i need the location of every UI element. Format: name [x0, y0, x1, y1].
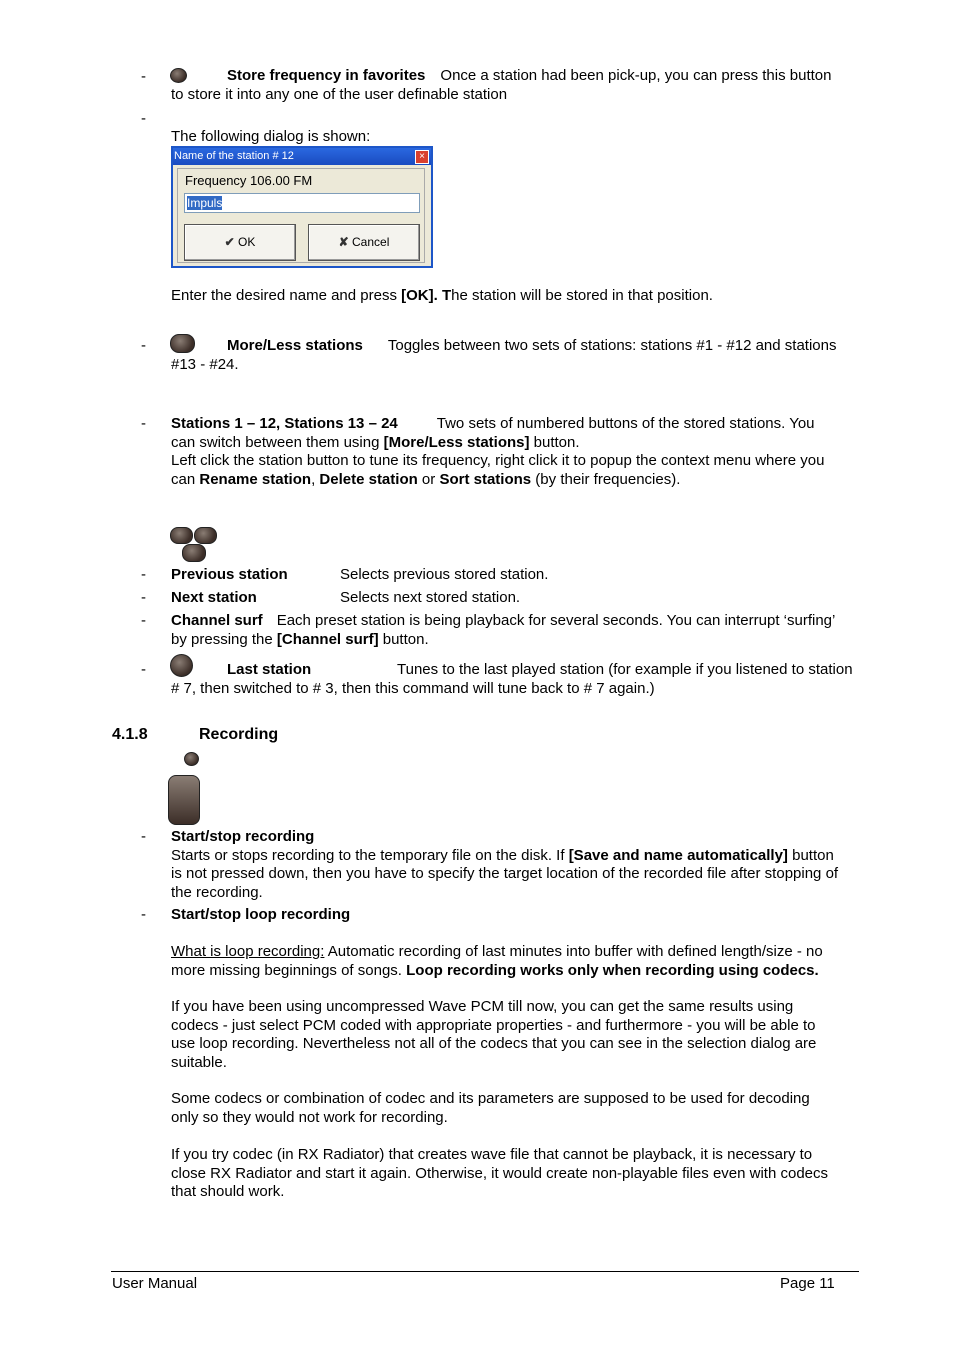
store-text-2: to store it into any one of the user definable station: [171, 85, 508, 103]
paragraph-codecs: Some codecs or combination of codec and its parameters are supposed to be used for decoding only so they would not work for recording.: [171, 1090, 810, 1126]
footer-left: User Manual: [112, 1275, 198, 1292]
more-less-item: More/Less stations Toggles between two sets of stations: stations #1 - #12 and stations #13 - #24.: [171, 337, 837, 373]
frequency-label: Frequency 106.00 FM: [185, 173, 313, 188]
record-buttons-icon: [168, 775, 200, 825]
channel-surf-icon: [182, 544, 206, 562]
next-station-icon: [194, 527, 217, 544]
cross-icon: ✘: [338, 235, 349, 249]
list-dash: -: [141, 110, 146, 127]
footer-divider: [111, 1271, 859, 1272]
section-number: 4.1.8: [112, 726, 148, 743]
list-dash: -: [141, 906, 146, 923]
list-dash: -: [141, 566, 146, 583]
page-number: Page 11: [780, 1275, 835, 1292]
paragraph-restart: If you try codec (in RX Radiator) that creates wave file that cannot be playback, it is necessary to close RX Radiator and start it again. Otherwise, it would create non-playable files even with codecs that should work.: [171, 1146, 829, 1200]
previous-station-icon: [170, 527, 193, 544]
close-icon[interactable]: ×: [415, 150, 429, 164]
list-dash: -: [141, 828, 146, 845]
enter-instruction: Enter the desired name and press [OK]. The station will be stored in that position.: [171, 287, 713, 304]
list-dash: -: [141, 68, 146, 85]
list-dash: -: [141, 661, 146, 678]
start-stop-recording-item: Start/stop recording Starts or stops recording to the temporary file on the disk. If [Save and name automatically] button is not pressed down, then you have to specify the target location of the recorded file after stopping of the recording.: [171, 828, 839, 901]
station-name-dialog: [171, 146, 433, 268]
list-dash: -: [141, 612, 146, 629]
channel-surf-item: Channel surf Each preset station is being playback for several seconds. You can interrupt ‘surfing’ by pressing the [Channel surf] button.: [171, 612, 836, 648]
loop-explanation: What is loop recording: Automatic recording of last minutes into buffer with defined length/size - no more missing beginnings of songs. Loop recording works only when recording using codecs.: [171, 943, 823, 979]
stations-item: Stations 1 – 12, Stations 13 – 24 Two sets of numbered buttons of the stored stations. You can switch between them using [More/Less stations] button. Left click the station button to tune its frequency, right click it to popup the context menu where you can Rename station, Delete station or Sort stations (by their frequencies).: [171, 415, 825, 488]
dialog-body: [177, 168, 425, 263]
store-text: Once a station had been pick-up, you can press this button: [440, 67, 832, 84]
dialog-title: Name of the station # 12: [173, 148, 431, 165]
loop-recording-item: Start/stop loop recording: [171, 906, 351, 923]
paragraph-pcm: If you have been using uncompressed Wave PCM till now, you can get the same results using codecs - just select PCM coded with appropriate properties - and furthermore - you will be able to use loop recording. Nevertheless not all of the codecs that you can see in the selection dialog are suitable.: [171, 998, 817, 1071]
list-dash: -: [141, 415, 146, 432]
dialog-intro: The following dialog is shown:: [171, 128, 371, 145]
checkmark-icon: ✔: [224, 235, 235, 249]
auto-save-icon: [184, 752, 199, 766]
list-dash: -: [141, 337, 146, 354]
last-station-item: Last station Tunes to the last played station (for example if you listened to station # 7, then switched to # 3, then this command will tune back to # 7 again.): [171, 661, 853, 697]
list-dash: -: [141, 589, 146, 606]
section-title: Recording: [199, 726, 279, 743]
ok-button[interactable]: ✔ OK: [184, 224, 296, 261]
store-frequency-item: [171, 67, 889, 104]
next-station-item: Next station Selects next stored station.: [171, 589, 521, 606]
store-title: Store frequency in favorites: [227, 67, 426, 84]
previous-station-item: Previous station Selects previous stored station.: [171, 566, 549, 583]
station-name-input[interactable]: Impuls: [184, 193, 420, 213]
cancel-button[interactable]: ✘ Cancel: [308, 224, 420, 261]
